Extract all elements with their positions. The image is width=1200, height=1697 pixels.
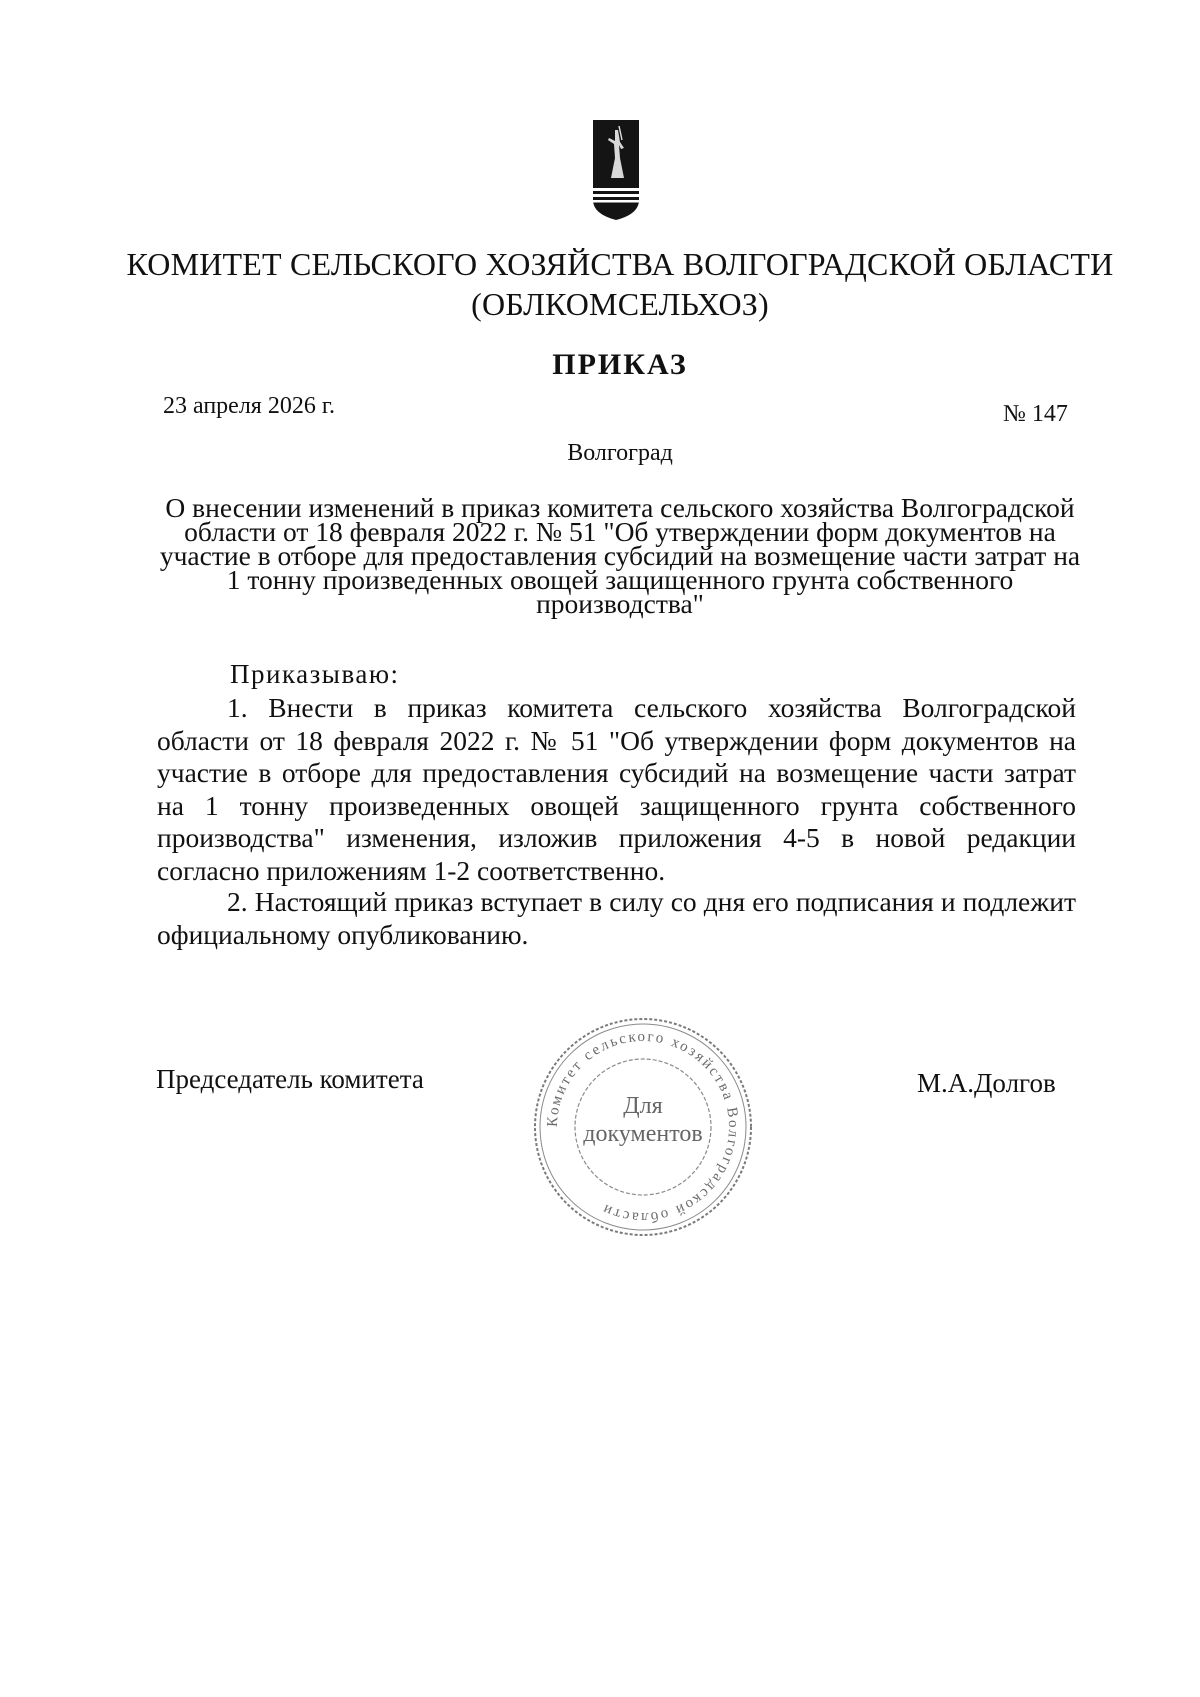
organization-abbreviation: (ОБЛКОМСЕЛЬХОЗ) xyxy=(471,286,769,322)
stamp-ring-text: Комитет сельского хозяйства Волгоградской области xyxy=(544,1028,742,1226)
stamp-center-text xyxy=(578,1092,708,1148)
organization-title xyxy=(120,244,1120,324)
document-city: Волгоград xyxy=(567,440,673,466)
signatory-name: М.А.Долгов xyxy=(917,1068,1056,1098)
body-paragraph-2: 2. Настоящий приказ вступает в силу со дня его подписания и подлежит официальному опубликованию. xyxy=(157,886,1076,950)
document-number: № 147 xyxy=(1003,401,1068,427)
stamp-center-line-2: документов xyxy=(583,1121,703,1147)
document-type: ПРИКАЗ xyxy=(552,348,688,381)
organization-name: КОМИТЕТ СЕЛЬСКОГО ХОЗЯЙСТВА ВОЛГОГРАДСКОЙ ОБЛАСТИ xyxy=(126,246,1114,282)
stamp-center-line-1: Для xyxy=(623,1093,663,1119)
body-paragraph-1: 1. Внести в приказ комитета сельского хозяйства Волгоградской области от 18 февраля 2022 г. № 51 "Об утверждении форм документов на участие в отборе для предоставления субсидий на возмещение части затрат на 1 тонну произведенных овощей защищенного грунта собственного производства" изменения, изложив приложения 4-5 в новой редакции согласно приложениям 1-2 соответственно. xyxy=(157,692,1076,886)
document-date: 23 апреля 2026 г. xyxy=(163,393,335,419)
signatory-position: Председатель комитета xyxy=(156,1064,424,1094)
volgograd-coat-of-arms-icon xyxy=(591,118,641,222)
document-subject: О внесении изменений в приказ комитета сельского хозяйства Волгоградской области от 18 февраля 2022 г. № 51 "Об утверждении форм документов на участие в отборе для предоставления субсидий на возмещение части затрат на 1 тонну произведенных овощей защищенного грунта собственного производства" xyxy=(159,492,1081,619)
order-word: Приказываю: xyxy=(230,659,400,689)
